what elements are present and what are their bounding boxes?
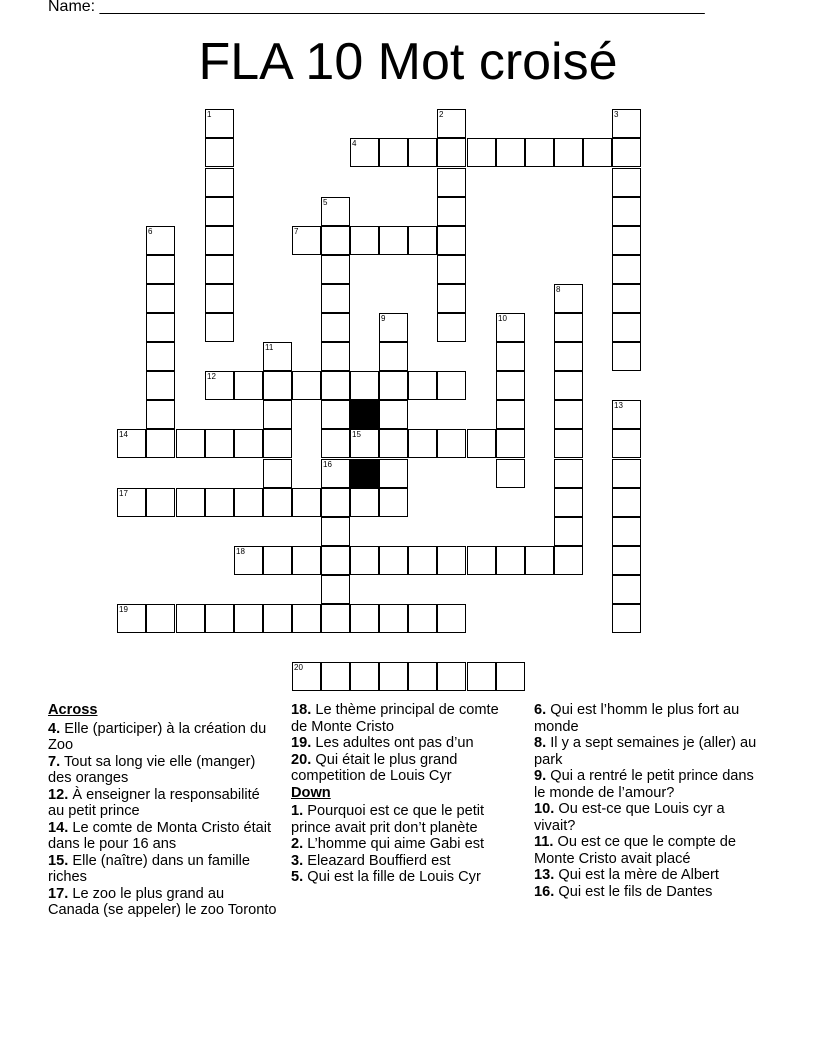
crossword-cell[interactable] [321,284,350,313]
clue-down-9: 9. Qui a rentré le petit prince dans le monde de l’amour? [534,768,754,801]
crossword-cell[interactable] [205,371,234,400]
down-heading: Down [291,784,331,801]
crossword-cell[interactable] [379,138,408,167]
crossword-cell[interactable] [146,429,175,458]
crossword-cell[interactable] [554,313,583,342]
clue-number: 9 [381,314,386,323]
crossword-cell[interactable] [176,604,205,633]
crossword-cell[interactable] [612,109,641,138]
clue-across-20: 20. Qui était le plus grand competition de Louis Cyr [291,751,458,784]
crossword-cell[interactable] [496,371,525,400]
clue-number: 11 [265,343,274,352]
clue-number: 12 [207,372,216,381]
crossword-cell[interactable] [350,546,379,575]
clue-across-14: 14. Le comte de Monta Cristo était dans le pour 16 ans [48,819,272,852]
clue-down-2: 2. L’homme qui aime Gabi est [291,836,485,852]
crossword-cell[interactable] [612,255,641,284]
crossword-cell[interactable] [554,138,583,167]
crossword-cell[interactable] [292,546,321,575]
crossword-cell[interactable] [437,109,466,138]
crossword-cell[interactable] [612,342,641,371]
crossword-cell[interactable] [379,400,408,429]
crossword-cell[interactable] [379,662,408,691]
crossword-cell[interactable] [408,226,437,255]
crossword-cell[interactable] [234,429,263,458]
clue-across-19: 19. Les adultes ont pas d’un [291,735,474,751]
blocked-cell [350,400,379,429]
crossword-cell[interactable] [292,226,321,255]
clue-down-13: 13. Qui est la mère de Albert [534,867,719,883]
clue-number: 17 [119,489,128,498]
crossword-cell[interactable] [146,371,175,400]
crossword-cell[interactable] [554,342,583,371]
blocked-cell [350,459,379,488]
crossword-cell[interactable] [117,604,146,633]
crossword-cell[interactable] [263,371,292,400]
crossword-cell[interactable] [292,604,321,633]
crossword-cell[interactable] [437,284,466,313]
crossword-cell[interactable] [146,226,175,255]
clue-down-8: 8. Il y a sept semaines je (aller) au park [534,735,757,768]
crossword-cell[interactable] [350,429,379,458]
clue-number: 1 [207,110,212,119]
crossword-cell[interactable] [437,313,466,342]
crossword-cell[interactable] [496,546,525,575]
clue-number: 6 [148,227,153,236]
crossword-cell[interactable] [408,604,437,633]
clue-number: 18 [236,547,245,556]
crossword-cell[interactable] [437,168,466,197]
crossword-cell[interactable] [321,226,350,255]
clue-across-4: 4. Elle (participer) à la création du Zoo [48,720,267,753]
crossword-cell[interactable] [437,226,466,255]
crossword-cell[interactable] [205,284,234,313]
crossword-cell[interactable] [496,459,525,488]
crossword-cell[interactable] [612,284,641,313]
crossword-cell[interactable] [205,109,234,138]
clue-number: 14 [119,430,128,439]
crossword-cell[interactable] [321,459,350,488]
crossword-cell[interactable] [408,546,437,575]
crossword-cell[interactable] [379,488,408,517]
crossword-cell[interactable] [612,429,641,458]
crossword-cell[interactable] [612,488,641,517]
crossword-cell[interactable] [350,226,379,255]
crossword-cell[interactable] [292,662,321,691]
crossword-cell[interactable] [408,429,437,458]
crossword-cell[interactable] [554,284,583,313]
crossword-cell[interactable] [117,488,146,517]
crossword-cell[interactable] [234,371,263,400]
crossword-cell[interactable] [321,429,350,458]
crossword-cell[interactable] [146,604,175,633]
crossword-cell[interactable] [234,546,263,575]
crossword-cell[interactable] [146,313,175,342]
across-heading: Across [48,702,98,718]
crossword-cell[interactable] [379,371,408,400]
clue-down-16: 16. Qui est le fils de Dantes [534,883,713,900]
crossword-cell[interactable] [263,400,292,429]
clue-number: 15 [352,430,361,439]
crossword-cell[interactable] [379,546,408,575]
crossword-cell[interactable] [467,662,496,691]
crossword-cell[interactable] [612,197,641,226]
crossword-cell[interactable] [379,313,408,342]
crossword-cell[interactable] [350,138,379,167]
clues-column-3 [534,702,766,900]
crossword-cell[interactable] [379,604,408,633]
crossword-cell[interactable] [437,662,466,691]
crossword-cell[interactable] [496,342,525,371]
clue-number: 5 [323,198,328,207]
clue-across-12: 12. À enseigner la responsabilité au petit prince [48,786,260,819]
crossword-cell[interactable] [612,138,641,167]
crossword-cell[interactable] [292,488,321,517]
crossword-cell[interactable] [612,400,641,429]
crossword-cell[interactable] [146,400,175,429]
crossword-cell[interactable] [408,371,437,400]
crossword-cell[interactable] [408,662,437,691]
crossword-cell[interactable] [146,488,175,517]
crossword-cell[interactable] [263,546,292,575]
clue-number: 4 [352,139,357,148]
clue-number: 10 [498,314,507,323]
crossword-cell[interactable] [612,546,641,575]
clue-number: 8 [556,285,561,294]
clue-number: 20 [294,663,303,672]
crossword-cell[interactable] [321,604,350,633]
crossword-cell[interactable] [205,197,234,226]
crossword-cell[interactable] [554,371,583,400]
crossword-cell[interactable] [554,546,583,575]
clue-down-10: 10. Ou est-ce que Louis cyr a vivait? [534,801,725,834]
crossword-cell[interactable] [263,459,292,488]
crossword-cell[interactable] [437,546,466,575]
crossword-cell[interactable] [263,429,292,458]
crossword-cell[interactable] [350,488,379,517]
crossword-cell[interactable] [176,488,205,517]
clue-across-7: 7. Tout sa long vie elle (manger) des oranges [48,753,256,786]
clue-across-18: 18. Le thème principal de comte de Monte Cristo [291,702,499,735]
crossword-cell[interactable] [554,459,583,488]
crossword-cell[interactable] [437,255,466,284]
crossword-cell[interactable] [205,255,234,284]
crossword-cell[interactable] [146,284,175,313]
clue-down-1: 1. Pourquoi est ce que le petit prince avait prit don’t planète [291,803,485,836]
crossword-cell[interactable] [321,517,350,546]
crossword-cell[interactable] [205,604,234,633]
crossword-cell[interactable] [234,488,263,517]
crossword-cell[interactable] [263,604,292,633]
clue-down-5: 5. Qui est la fille de Louis Cyr [291,869,481,885]
crossword-cell[interactable] [554,488,583,517]
clue-number: 7 [294,227,299,236]
crossword-cell[interactable] [496,400,525,429]
crossword-cell[interactable] [612,168,641,197]
crossword-cell[interactable] [612,313,641,342]
crossword-cell[interactable] [292,371,321,400]
crossword-cell[interactable] [408,138,437,167]
crossword-cell[interactable] [379,342,408,371]
clue-across-15: 15. Elle (naître) dans un famille riches [48,852,250,885]
name-field-label: Name: ____________________________________________________________________ [48,0,705,15]
crossword-cell[interactable] [263,488,292,517]
clue-number: 3 [614,110,619,119]
crossword-cell[interactable] [437,138,466,167]
crossword-cell[interactable] [467,138,496,167]
clue-down-3: 3. Eleazard Bouffierd est [291,852,451,869]
crossword-cell[interactable] [205,226,234,255]
crossword-cell[interactable] [205,138,234,167]
crossword-cell[interactable] [321,255,350,284]
crossword-cell[interactable] [321,197,350,226]
crossword-cell[interactable] [437,371,466,400]
crossword-cell[interactable] [379,226,408,255]
crossword-cell[interactable] [496,313,525,342]
crossword-cell[interactable] [437,429,466,458]
crossword-cell[interactable] [612,459,641,488]
clues-column-1 [48,702,278,919]
crossword-cell[interactable] [554,400,583,429]
crossword-cell[interactable] [321,371,350,400]
crossword-cell[interactable] [379,429,408,458]
crossword-cell[interactable] [205,313,234,342]
crossword-cell[interactable] [437,197,466,226]
crossword-cell[interactable] [350,371,379,400]
crossword-cell[interactable] [554,429,583,458]
crossword-cell[interactable] [234,604,263,633]
crossword-cell[interactable] [379,459,408,488]
crossword-cell[interactable] [496,662,525,691]
crossword-cell[interactable] [350,662,379,691]
clue-down-11: 11. Ou est ce que le compte de Monte Cristo avait placé [534,834,737,867]
crossword-cell[interactable] [612,575,641,604]
crossword-cell[interactable] [612,226,641,255]
crossword-cell[interactable] [321,313,350,342]
crossword-cell[interactable] [321,662,350,691]
crossword-cell[interactable] [554,517,583,546]
crossword-cell[interactable] [350,604,379,633]
crossword-cell[interactable] [496,429,525,458]
clue-number: 2 [439,110,444,119]
crossword-cell[interactable] [467,429,496,458]
clue-across-17: 17. Le zoo le plus grand au Canada (se appeler) le zoo Toronto [48,885,277,918]
crossword-cell[interactable] [117,429,146,458]
crossword-cell[interactable] [467,546,496,575]
clue-number: 19 [119,605,128,614]
crossword-cell[interactable] [525,138,554,167]
crossword-cell[interactable] [321,342,350,371]
crossword-cell[interactable] [205,168,234,197]
crossword-cell[interactable] [612,517,641,546]
crossword-cell[interactable] [437,604,466,633]
crossword-cell[interactable] [205,429,234,458]
clues-column-2 [291,702,509,886]
crossword-cell[interactable] [146,255,175,284]
crossword-cell[interactable] [525,546,554,575]
crossword-cell[interactable] [146,342,175,371]
crossword-cell[interactable] [176,429,205,458]
crossword-cell[interactable] [496,138,525,167]
crossword-cell[interactable] [321,488,350,517]
page-title: FLA 10 Mot croisé [198,33,618,91]
clue-down-6: 6. Qui est l’homm le plus fort au monde [534,702,740,735]
crossword-cell[interactable] [583,138,612,167]
crossword-cell[interactable] [321,546,350,575]
crossword-cell[interactable] [205,488,234,517]
crossword-cell[interactable] [321,400,350,429]
clue-number: 13 [614,401,623,410]
clue-number: 16 [323,460,332,469]
crossword-cell[interactable] [321,575,350,604]
crossword-cell[interactable] [612,604,641,633]
crossword-cell[interactable] [263,342,292,371]
